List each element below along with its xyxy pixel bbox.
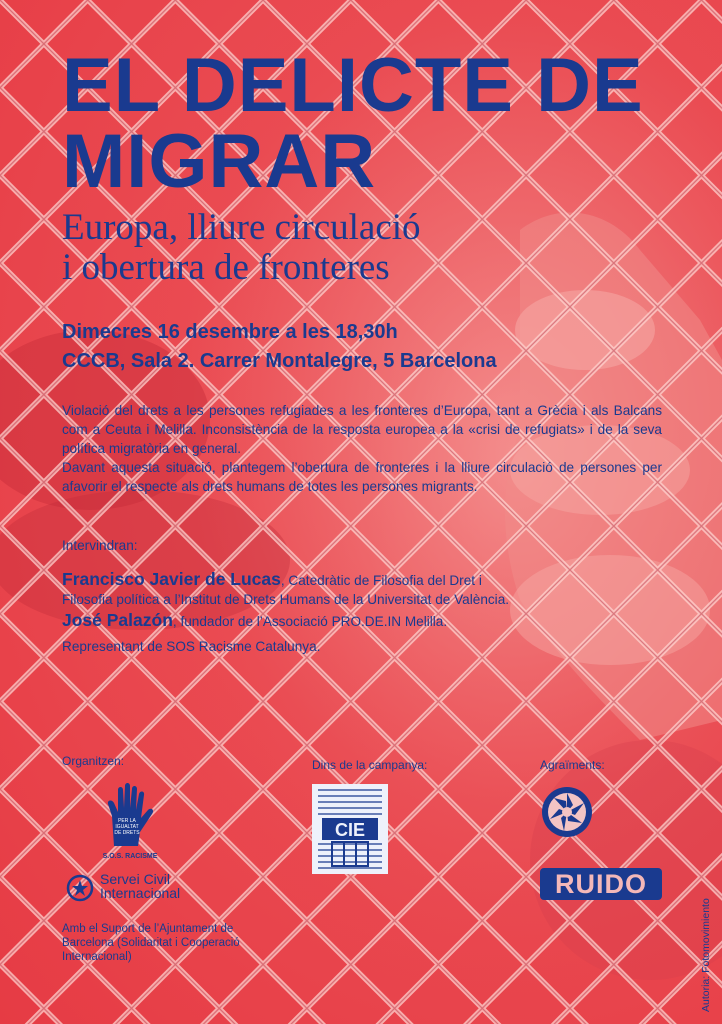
speaker-1-role: , Catedràtic de Filosofia del Dret i <box>280 573 482 588</box>
speaker-2-role: , fundador de l’Associació PRO.DE.IN Melilla. <box>172 614 448 629</box>
support-text: Amb el Suport de l’Ajuntament de Barcelona (Solidaritat i Cooperació Internacional) <box>62 923 240 963</box>
description-paragraph-1: Violació del drets a les persones refugiades a les fronteres d’Europa, tant a Grècia i als Balcans com a Ceuta i Melilla. Inconsistència de la resposta europea a la «crisi de refugiats» i de la seva política migratòria en general. <box>62 403 662 456</box>
sci-line-2: Internacional <box>100 885 181 901</box>
subtitle-line-2: i obertura de fronteres <box>62 247 390 288</box>
svg-text:DE DRETS: DE DRETS <box>114 830 140 836</box>
speaker-2 <box>62 611 682 631</box>
speakers-list <box>62 570 682 656</box>
organizers-label: Organitzen: <box>62 754 125 768</box>
svg-text:CIE: CIE <box>334 820 366 840</box>
speakers-label: Intervindran: <box>62 538 138 553</box>
subtitle-line-1: Europa, lliure circulació <box>62 207 421 248</box>
campaign-label: Dins de la campanya: <box>312 758 428 772</box>
sci-logo <box>66 872 266 908</box>
thanks-label: Agraïments: <box>540 758 605 772</box>
cie-logo <box>312 784 388 874</box>
sos-racisme-logo <box>100 782 160 862</box>
event-info <box>62 318 702 376</box>
svg-text:PER LA: PER LA <box>118 818 136 824</box>
aperture-icon <box>540 785 594 839</box>
event-date-time: Dimecres 16 desembre a les 18,30h <box>62 321 398 343</box>
sos-racisme-caption: S.O.S. RACISME <box>102 853 158 860</box>
description <box>62 401 662 496</box>
poster-title <box>62 43 702 204</box>
title-line-2: MIGRAR <box>62 119 377 204</box>
speaker-1-name: Francisco Javier de Lucas <box>62 569 281 589</box>
poster-subtitle <box>62 208 702 288</box>
description-paragraph-2: Davant aquesta situació, plantegem l’obertura de fronteres i la lliure circulació de persones per afavorir el respecte als drets humans de totes les persones migrants. <box>62 460 662 494</box>
speaker-1 <box>62 570 682 590</box>
sci-star-icon <box>66 874 94 902</box>
speaker-3: Representant de SOS Racisme Catalunya. <box>62 639 321 654</box>
title-line-1: EL DELICTE DE <box>62 43 644 128</box>
event-venue: CCCB, Sala 2. Carrer Montalegre, 5 Barcelona <box>62 350 497 372</box>
hand-icon <box>100 782 160 848</box>
photo-credit: Autoria: Fotomovimiento <box>700 898 712 1012</box>
ruido-logo <box>540 868 662 900</box>
ruido-logo-text: RUIDO <box>555 869 647 899</box>
svg-text:IGUALTAT: IGUALTAT <box>115 824 139 830</box>
sci-line-1: Servei Civil <box>100 871 171 887</box>
speaker-1-role-cont: Filosofia política a l’Institut de Drets Humans de la Universitat de València. <box>62 592 510 607</box>
cie-building-icon <box>312 784 388 874</box>
speaker-2-name: José Palazón <box>62 610 173 630</box>
